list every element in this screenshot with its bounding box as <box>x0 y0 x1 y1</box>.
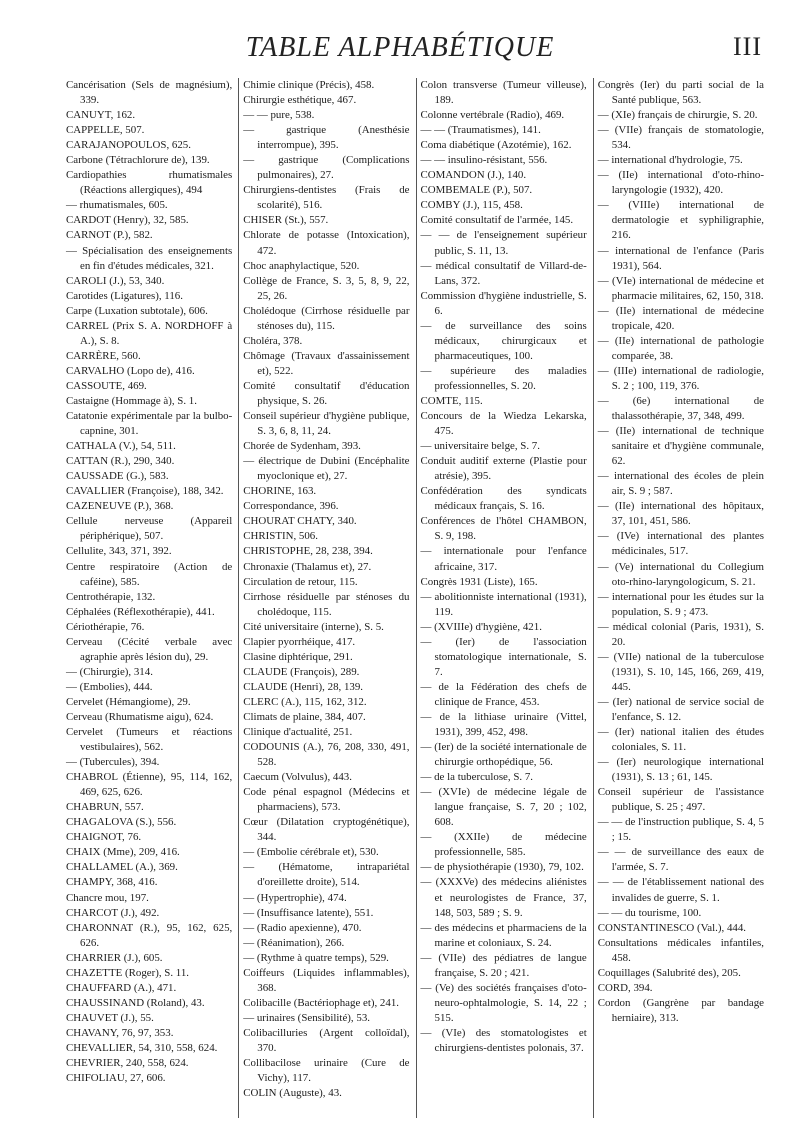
index-entry: Conseil supérieur de l'assistance publique, S. 25 ; 497. <box>597 786 764 814</box>
index-entry: Cardiopathies rhumatismales (Réactions allergiques), 494 <box>66 169 233 197</box>
index-entry: Conférences de l'hôtel CHAMBON, S. 9, 198. <box>420 515 587 543</box>
index-entry: — des médecins et pharmaciens de la marine et coloniaux, S. 24. <box>420 921 587 949</box>
index-entry: Conseil supérieur d'hygiène publique, S. 3, 6, 8, 11, 24. <box>243 410 410 438</box>
index-entry: — (Insuffisance latente), 551. <box>243 906 374 919</box>
index-entry: CANUYT, 162. <box>66 109 136 122</box>
index-entry: COMANDON (J.), 140. <box>420 169 527 182</box>
index-entry: — — (Traumatismes), 141. <box>420 124 541 137</box>
index-entry: — rhumatismales, 605. <box>66 199 168 212</box>
index-entry: — (XXXVe) des médecins aliénistes et neurologistes de France, 37, 148, 503, 589 ; S. 9. <box>420 876 587 919</box>
index-entry: Consultations médicales infantiles, 458. <box>597 936 764 964</box>
index-entry: Cervelet (Tumeurs et réactions vestibulaires), 562. <box>66 726 233 754</box>
index-entry: Carpe (Luxation subtotale), 606. <box>66 304 208 317</box>
index-entry: Colon transverse (Tumeur villeuse), 189. <box>420 79 587 107</box>
index-entry: CLERC (A.), 115, 162, 312. <box>243 695 367 708</box>
index-entry: Centre respiratoire (Action de caféine), 585. <box>66 560 233 588</box>
index-entry: — de la lithiase urinaire (Vittel, 1931), 399, 452, 498. <box>420 710 587 739</box>
index-entry: CONSTANTINESCO (Val.), 444. <box>597 921 747 934</box>
index-entry: — — de l'enseignement supérieur public, S. 11, 13. <box>420 229 587 257</box>
index-entry: CHARONNAT (R.), 95, 162, 625, 626. <box>66 921 233 949</box>
index-entry: — (Ier) national de service social de l'enfance, S. 12. <box>597 695 764 723</box>
index-entry: — (Ier) neurologique international (1931), S. 13 ; 61, 145. <box>597 756 764 784</box>
index-entry: CHABROL (Étienne), 95, 114, 162, 469, 625, 626. <box>66 771 233 799</box>
index-entry: — (XIe) français de chirurgie, S. 20. <box>597 109 758 122</box>
index-entry: Cœur (Dilatation cryptogénétique), 344. <box>243 816 410 844</box>
index-entry: Concours de la Wiedza Lekarska, 475. <box>420 410 587 438</box>
page-header <box>0 28 800 78</box>
index-entry: — international des écoles de plein air, S. 9 ; 587. <box>597 470 764 498</box>
index-entry: Colibacilluries (Argent colloïdal), 370. <box>243 1026 410 1054</box>
index-entry: — (VIIe) des pédiatres de langue française, S. 20 ; 421. <box>420 951 587 979</box>
index-entry: Choc anaphylactique, 520. <box>243 259 360 272</box>
index-entry: Carbone (Tétrachlorure de), 139. <box>66 154 210 167</box>
index-entry: CARAJANOPOULOS, 625. <box>66 139 191 152</box>
index-entry: CAZENEUVE (P.), 368. <box>66 500 174 513</box>
index-entry: CHEVALLIER, 54, 310, 558, 624. <box>66 1042 218 1054</box>
index-entry: Collège de France, S. 3, 5, 8, 9, 22, 25, 26. <box>243 274 410 302</box>
index-entry: — (Embolies), 444. <box>66 680 153 693</box>
index-entry: — — du tourisme, 100. <box>597 906 702 919</box>
index-entry: CLAUDE (Henri), 28, 139. <box>243 680 364 693</box>
index-entry: CHOURAT CHATY, 340. <box>243 515 357 528</box>
index-entry: Chronaxie (Thalamus et), 27. <box>243 560 372 573</box>
index-entry: CHABRUN, 557. <box>66 801 144 814</box>
index-entry: — — de surveillance des eaux de l'armée, S. 7. <box>597 846 764 874</box>
index-entry: Carotides (Ligatures), 116. <box>66 289 183 302</box>
index-entry: — (XXIIe) de médecine professionnelle, 585. <box>420 831 587 859</box>
index-entry: — — de l'instruction publique, S. 4, 5 ; 15. <box>597 816 764 844</box>
index-entry: — (IIe) international des hôpitaux, 37, 101, 451, 586. <box>597 500 764 528</box>
index-column-2 <box>238 78 415 1118</box>
index-entry: — médical consultatif de Villard-de-Lans, 372. <box>420 259 587 287</box>
index-entry: CAVALLIER (Françoise), 188, 342. <box>66 485 224 498</box>
index-columns <box>62 78 770 1118</box>
index-entry: Clasine diphtérique, 291. <box>243 650 353 663</box>
index-entry: CAPPELLE, 507. <box>66 124 145 137</box>
index-entry: — international de l'enfance (Paris 1931), 564. <box>597 244 764 272</box>
index-entry: Cériothérapie, 76. <box>66 620 145 633</box>
index-entry: — médical colonial (Paris, 1931), S. 20. <box>597 620 764 648</box>
index-entry: — (IIe) international de médecine tropicale, 420. <box>597 304 764 332</box>
index-entry: — gastrique (Complications pulmonaires), 27. <box>243 154 410 182</box>
index-entry: — (6e) international de thalassothérapie, 37, 348, 499. <box>597 394 764 423</box>
index-entry: Correspondance, 396. <box>243 500 339 513</box>
index-column-3 <box>416 78 593 1118</box>
index-entry: Coquillages (Salubrité des), 205. <box>597 966 741 979</box>
index-entry: Comité consultatif de l'armée, 145. <box>420 214 574 227</box>
index-entry: — (Ve) des sociétés françaises d'oto-neuro-ophtalmologie, S. 14, 22 ; 515. <box>420 981 587 1024</box>
index-entry: CHEVRIER, 240, 558, 624. <box>66 1057 189 1070</box>
index-entry: — (Radio apexienne), 470. <box>243 921 362 934</box>
index-entry: Chimie clinique (Précis), 458. <box>243 79 375 91</box>
index-entry: — (Chirurgie), 314. <box>66 665 153 678</box>
index-entry: CARREL (Prix S. A. NORDHOFF à A.), S. 8. <box>66 319 233 347</box>
index-entry: COMBEMALE (P.), 507. <box>420 184 533 197</box>
index-entry: CODOUNIS (A.), 76, 208, 330, 491, 528. <box>243 741 410 769</box>
index-entry: CATHALA (V.), 54, 511. <box>66 440 176 453</box>
index-entry: CARVALHO (Lopo de), 416. <box>66 364 195 377</box>
index-entry: — — pure, 538. <box>243 109 315 122</box>
index-entry: Cité universitaire (interne), S. 5. <box>243 620 384 633</box>
index-entry: Cellule nerveuse (Appareil périphérique), 507. <box>66 515 233 543</box>
index-entry: Coiffeurs (Liquides inflammables), 368. <box>243 966 410 994</box>
index-entry: Confédération des syndicats médicaux français, S. 16. <box>420 485 587 513</box>
index-entry: CHAIX (Mme), 209, 416. <box>66 846 180 859</box>
index-entry: — (IIe) international de pathologie comparée, 38. <box>597 334 764 362</box>
index-entry: CAUSSADE (G.), 583. <box>66 470 169 483</box>
index-entry: — (Ier) de la société internationale de chirurgie orthopédique, 56. <box>420 741 587 769</box>
index-entry: — de la Fédération des chefs de clinique de France, 453. <box>420 680 587 708</box>
index-entry: — de la tuberculose, S. 7. <box>420 771 534 784</box>
index-entry: Clapier pyorrhéique, 417. <box>243 635 356 648</box>
index-entry: — (Hématome, intrapariétal d'oreillette droite), 514. <box>243 861 410 889</box>
index-entry: CHORINE, 163. <box>243 485 317 498</box>
index-entry: CHAUVET (J.), 55. <box>66 1011 154 1024</box>
index-entry: — (Ier) de l'association stomatologique internationale, S. 7. <box>420 635 587 678</box>
index-entry: CHAUFFARD (A.), 471. <box>66 981 177 994</box>
index-entry: Céphalées (Réflexothérapie), 441. <box>66 605 215 618</box>
index-entry: CHISER (St.), 557. <box>243 214 329 227</box>
index-entry: — (VIIe) national de la tuberculose (1931), S. 10, 145, 166, 269, 419, 445. <box>597 650 764 693</box>
index-entry: — (IVe) international des plantes médicinales, 517. <box>597 530 764 558</box>
index-entry: CAROLI (J.), 53, 340. <box>66 274 165 287</box>
index-column-1 <box>62 78 238 1118</box>
index-entry: Commission d'hygiène industrielle, S. 6. <box>420 289 587 317</box>
index-entry: CHARRIER (J.), 605. <box>66 951 163 964</box>
index-entry: CORD, 394. <box>597 981 653 994</box>
index-entry: CHAGALOVA (S.), 556. <box>66 816 177 829</box>
index-entry: — urinaires (Sensibilité), 53. <box>243 1011 370 1024</box>
index-entry: CHRISTIN, 506. <box>243 530 318 543</box>
index-entry: CARRÈRE, 560. <box>66 349 141 362</box>
index-entry: — Spécialisation des enseignements en fin d'études médicales, 321. <box>66 244 233 272</box>
index-entry: — international pour les études sur la population, S. 9 ; 473. <box>597 590 764 618</box>
index-entry: CHAUSSINAND (Roland), 43. <box>66 996 205 1009</box>
index-entry: COLIN (Auguste), 43. <box>243 1087 342 1100</box>
index-entry: — (Tubercules), 394. <box>66 756 160 769</box>
index-entry: Cerveau (Rhumatisme aigu), 624. <box>66 710 214 723</box>
index-entry: CHALLAMEL (A.), 369. <box>66 861 178 874</box>
index-entry: — supérieure des maladies professionnelles, S. 20. <box>420 364 587 392</box>
index-entry: Circulation de retour, 115. <box>243 575 358 588</box>
index-entry: Colonne vertébrale (Radio), 469. <box>420 109 565 122</box>
running-title: TABLE ALPHABÉTIQUE <box>245 32 555 63</box>
index-entry: — (Ve) international du Collegium oto-rhino-laryngologicum, S. 21. <box>597 560 764 588</box>
index-entry: — internationale pour l'enfance africaine, 317. <box>420 545 587 573</box>
index-entry: — — insulino-résistant, 556. <box>420 154 548 167</box>
index-entry: Caecum (Volvulus), 443. <box>243 771 352 784</box>
index-entry: — (XVIe) de médecine légale de langue française, S. 7, 20 ; 102, 608. <box>420 786 587 829</box>
index-entry: CHAZETTE (Roger), S. 11. <box>66 966 190 979</box>
index-entry: Cholédoque (Cirrhose résiduelle par sténoses du), 115. <box>243 304 410 332</box>
index-entry: Catatonie expérimentale par la bulbo-capnine, 301. <box>66 410 233 438</box>
index-entry: Chancre mou, 197. <box>66 891 149 904</box>
index-entry: Cerveau (Cécité verbale avec agraphie après lésion du), 29. <box>66 635 233 663</box>
index-entry: — (XVIIIe) d'hygiène, 421. <box>420 620 542 633</box>
index-entry: — (IIIe) international de radiologie, S. 2 ; 100, 119, 376. <box>597 364 764 392</box>
index-entry: Cordon (Gangrène par bandage herniaire), 313. <box>597 996 764 1024</box>
index-entry: — gastrique (Anesthésie interrompue), 395. <box>243 124 410 152</box>
index-entry: CARDOT (Henry), 32, 585. <box>66 214 189 227</box>
index-entry: CASSOUTE, 469. <box>66 379 147 392</box>
index-entry: CHAVANY, 76, 97, 353. <box>66 1026 174 1039</box>
index-entry: Choléra, 378. <box>243 334 303 347</box>
index-entry: COMTE, 115. <box>420 394 483 407</box>
index-entry: Chlorate de potasse (Intoxication), 472. <box>243 229 410 257</box>
index-entry: Cellulite, 343, 371, 392. <box>66 545 172 558</box>
index-entry: CHARCOT (J.), 492. <box>66 906 160 919</box>
index-entry: — (VIe) des stomatologistes et chirurgiens-dentistes polonais, 37. <box>420 1026 587 1054</box>
index-column-4 <box>593 78 770 1118</box>
index-entry: Congrès 1931 (Liste), 165. <box>420 575 538 588</box>
index-entry: — (IIe) international d'oto-rhino-laryngologie (1932), 420. <box>597 169 764 197</box>
index-entry: Centrothérapie, 132. <box>66 590 156 603</box>
index-entry: Comité consultatif d'éducation physique, S. 26. <box>243 379 410 407</box>
index-entry: — (Embolie cérébrale et), 530. <box>243 846 379 859</box>
index-entry: — électrique de Dubini (Encéphalite myoclonique et), 27. <box>243 455 410 483</box>
index-entry: Conduit auditif externe (Plastie pour atrésie), 395. <box>420 455 587 483</box>
index-entry: Colibacille (Bactériophage et), 241. <box>243 996 399 1009</box>
index-entry: — — de l'établissement national des invalides de guerre, S. 1. <box>597 876 764 904</box>
index-entry: Climats de plaine, 384, 407. <box>243 710 366 723</box>
index-entry: — abolitionniste international (1931), 119. <box>420 590 587 618</box>
index-entry: — international d'hydrologie, 75. <box>597 154 743 167</box>
index-entry: — de surveillance des soins médicaux, chirurgicaux et pharmaceutiques, 100. <box>420 319 587 362</box>
index-entry: CHAMPY, 368, 416. <box>66 876 158 889</box>
index-entry: Collibacilose urinaire (Cure de Vichy), 117. <box>243 1057 410 1085</box>
index-entry: — (VIIe) français de stomatologie, 534. <box>597 124 764 152</box>
index-entry: Chirurgie esthétique, 467. <box>243 94 357 107</box>
index-entry: — (Hypertrophie), 474. <box>243 891 347 904</box>
index-entry: Coma diabétique (Azotémie), 162. <box>420 139 572 152</box>
index-entry: — (IIe) international de technique sanitaire et d'hygiène communale, 62. <box>597 425 764 468</box>
index-entry: — (Ier) national italien des études coloniales, S. 11. <box>597 726 764 754</box>
index-entry: CHAIGNOT, 76. <box>66 831 142 844</box>
index-entry: Chirurgiens-dentistes (Frais de scolarité), 516. <box>243 184 410 212</box>
index-entry: COMBY (J.), 115, 458. <box>420 199 523 212</box>
index-entry: Cirrhose résiduelle par sténoses du cholédoque, 115. <box>243 590 410 618</box>
index-entry: Castaigne (Hommage à), S. 1. <box>66 394 197 407</box>
index-entry: — universitaire belge, S. 7. <box>420 440 540 453</box>
index-entry: Chômage (Travaux d'assainissement et), 522. <box>243 349 410 377</box>
index-entry: CHRISTOPHE, 28, 238, 394. <box>243 545 373 558</box>
index-entry: Clinique d'actualité, 251. <box>243 726 353 739</box>
index-entry: CATTAN (R.), 290, 340. <box>66 455 175 468</box>
index-entry: Chorée de Sydenham, 393. <box>243 440 361 453</box>
index-entry: CLAUDE (François), 289. <box>243 665 360 678</box>
index-entry: — (VIe) international de médecine et pharmacie militaires, 62, 150, 318. <box>597 274 764 302</box>
index-entry: — (Réanimation), 266. <box>243 936 345 949</box>
index-entry: CARNOT (P.), 582. <box>66 229 153 242</box>
index-entry: — de physiothérapie (1930), 79, 102. <box>420 861 584 874</box>
index-entry: Cervelet (Hémangiome), 29. <box>66 695 191 708</box>
page-number: III <box>733 32 762 61</box>
index-entry: — (Rythme à quatre temps), 529. <box>243 951 389 964</box>
index-entry: — (VIIIe) international de dermatologie et syphiligraphie, 216. <box>597 199 764 242</box>
index-entry: CHIFOLIAU, 27, 606. <box>66 1072 166 1085</box>
index-entry: Congrès (Ier) du parti social de la Santé publique, 563. <box>597 79 764 107</box>
index-entry: Code pénal espagnol (Médecins et pharmaciens), 573. <box>243 786 410 814</box>
index-entry: Cancérisation (Sels de magnésium), 339. <box>66 79 233 107</box>
